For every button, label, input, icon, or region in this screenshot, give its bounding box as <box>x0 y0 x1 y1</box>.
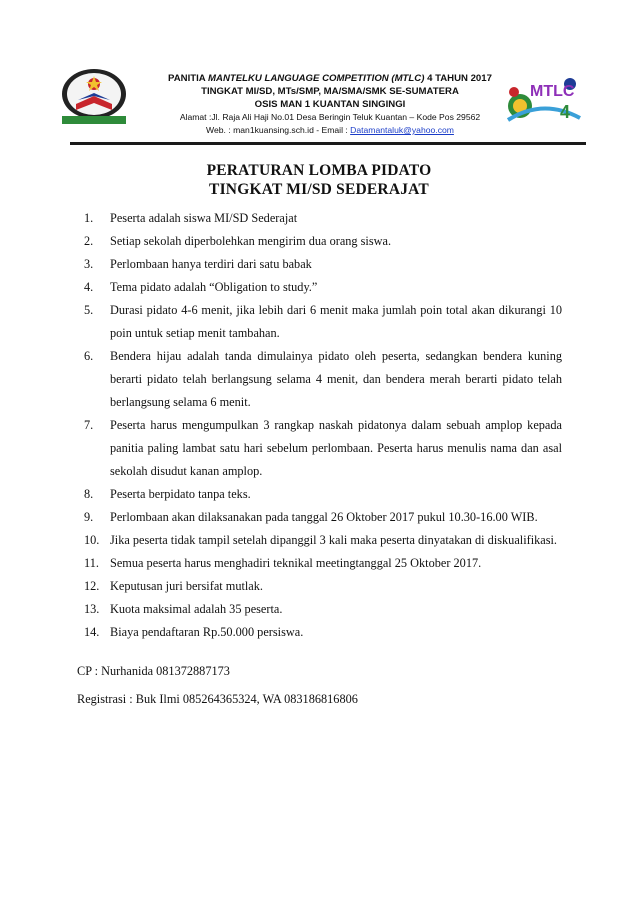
rule-text: Peserta adalah siswa MI/SD Sederajat <box>110 211 298 225</box>
rule-text: Biaya pendaftaran Rp.50.000 persiswa. <box>110 625 304 639</box>
rule-text: Durasi pidato 4-6 menit, jika lebih dari 6 menit maka jumlah poin total akan dikurangi 10 poin untuk setiap menit tambahan. <box>110 303 562 340</box>
web-email-line: Web. : man1kuansing.sch.id - Email : Datamantaluk@yahoo.com <box>206 125 454 135</box>
rule-text: Setiap sekolah diperbolehkan mengirim dua orang siswa. <box>110 234 392 248</box>
mtlc-logo-number: 4 <box>560 102 571 122</box>
rule-number: 12. <box>84 579 100 593</box>
email-link[interactable]: Datamantaluk@yahoo.com <box>350 125 454 135</box>
rule-text: Kuota maksimal adalah 35 peserta. <box>110 602 283 616</box>
mtlc-logo <box>500 68 586 132</box>
document-title: PERATURAN LOMBA PIDATO <box>206 162 432 179</box>
rule-number: 3. <box>84 257 94 271</box>
rule-text: Tema pidato adalah “Obligation to study.” <box>110 280 318 294</box>
rule-item <box>84 483 562 506</box>
registration-contact: Registrasi : Buk Ilmi 085264365324, WA 083186816806 <box>77 692 358 706</box>
header-divider <box>70 142 586 145</box>
rules-list <box>84 207 562 644</box>
rule-item <box>84 276 562 299</box>
rule-text: Perlombaan hanya terdiri dari satu babak <box>110 257 312 271</box>
rule-number: 6. <box>84 349 94 363</box>
rule-number: 9. <box>84 510 94 524</box>
rule-text: Keputusan juri bersifat mutlak. <box>110 579 263 593</box>
rule-item <box>84 552 562 575</box>
rule-number: 7. <box>84 418 94 432</box>
rule-item <box>84 506 562 529</box>
rule-number: 11. <box>84 556 99 570</box>
rule-item <box>84 529 562 552</box>
rule-number: 8. <box>84 487 94 501</box>
rule-item <box>84 598 562 621</box>
rule-item <box>84 345 562 414</box>
rule-item <box>84 575 562 598</box>
rule-text: Semua peserta harus menghadiri teknikal meetingtanggal 25 Oktober 2017. <box>110 556 482 570</box>
rule-number: 1. <box>84 211 94 225</box>
mtlc-logo-text: MTLC <box>530 83 575 100</box>
rule-item <box>84 207 562 230</box>
rule-number: 13. <box>84 602 100 616</box>
committee-name: PANITIA MANTELKU LANGUAGE COMPETITION (MTLC) 4 TAHUN 2017 <box>168 73 492 84</box>
rule-item <box>84 414 562 483</box>
rule-number: 2. <box>84 234 94 248</box>
rule-text: Perlombaan akan dilaksanakan pada tanggal 26 Oktober 2017 pukul 10.30-16.00 WIB. <box>110 510 538 524</box>
letterhead <box>0 62 638 142</box>
rule-number: 14. <box>84 625 100 639</box>
letterhead-text <box>120 72 540 137</box>
rule-number: 5. <box>84 303 94 317</box>
rule-item <box>84 230 562 253</box>
contact-person: CP : Nurhanida 081372887173 <box>77 664 230 678</box>
rule-item <box>84 299 562 345</box>
document-subtitle: TINGKAT MI/SD SEDERAJAT <box>209 181 429 198</box>
organizer-name: OSIS MAN 1 KUANTAN SINGINGI <box>254 99 406 110</box>
address: Alamat :Jl. Raja Ali Haji No.01 Desa Beringin Teluk Kuantan – Kode Pos 29562 <box>179 112 481 122</box>
competition-level: TINGKAT MI/SD, MTs/SMP, MA/SMA/SMK SE-SUMATERA <box>201 86 459 97</box>
rule-number: 10. <box>84 533 100 547</box>
rule-text: Peserta berpidato tanpa teks. <box>110 487 251 501</box>
rule-text: Peserta harus mengumpulkan 3 rangkap naskah pidatonya dalam sebuah amplop kepada panitia paling lambat satu hari sebelum perlombaan. Peserta harus menulis nama dan asal sekolah disudut kanan amplop. <box>110 418 562 478</box>
rule-item <box>84 621 562 644</box>
rule-text: Bendera hijau adalah tanda dimulainya pidato oleh peserta, sedangkan bendera kuning berarti pidato telah berlangsung selama 4 menit, dan bendera merah berarti pidato telah berlangsung selama 6 menit. <box>110 349 562 409</box>
rule-item <box>84 253 562 276</box>
rule-number: 4. <box>84 280 94 294</box>
rule-text: Jika peserta tidak tampil setelah dipanggil 3 kali maka peserta dinyatakan di diskualifikasi. <box>110 533 557 547</box>
